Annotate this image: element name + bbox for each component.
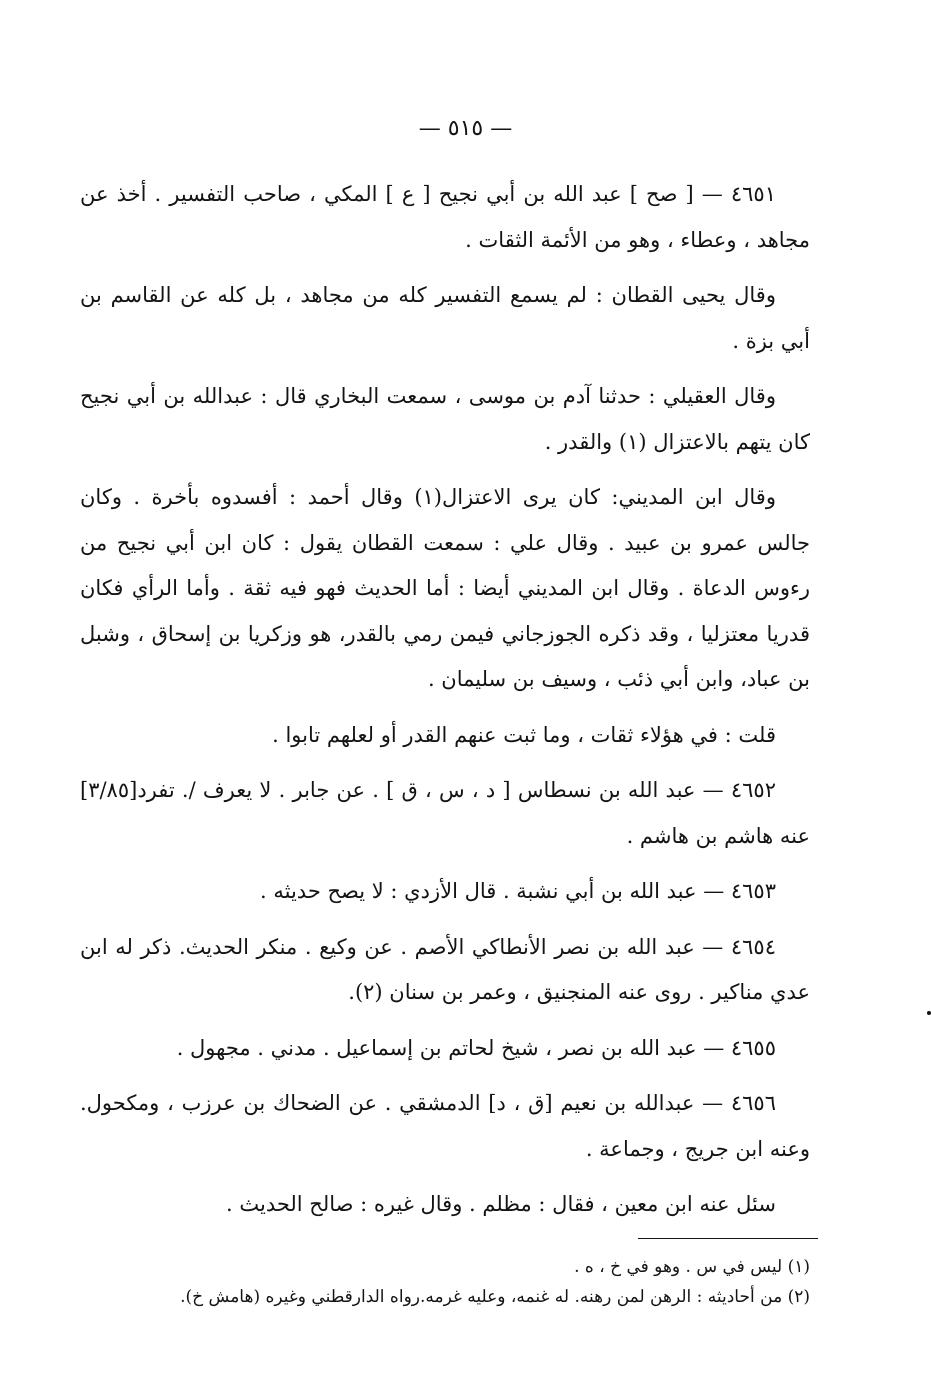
entry-4656: ٤٦٥٦ — عبدالله بن نعيم [ق ، د] الدمشقي . عن الضحاك بن عرزب ، ومكحول. وعنه ابن جريج ، وجماعة .: [80, 1091, 810, 1161]
entry-4654: ٤٦٥٤ — عبد الله بن نصر الأنطاكي الأصم . عن وكيع . منكر الحديث. ذكر له ابن عدي مناكير . روى عنه المنجنيق ، وعمر بن سنان (٢).: [80, 934, 810, 1004]
footnotes: [130, 1252, 810, 1312]
footnote-separator: [638, 1238, 818, 1239]
page-number: — ٥١٥ —: [418, 116, 513, 141]
paragraph-yahya-qattan: وقال يحيى القطان : لم يسمع التفسير كله من مجاهد ، بل كله عن القاسم بن أبي بزة .: [80, 283, 810, 353]
entry-4653: ٤٦٥٣ — عبد الله بن أبي نشبة . قال الأزدي : لا يصح حديثه .: [260, 879, 776, 903]
footnote-2: (٢) من أحاديثه : الرهن لمن رهنه. له غنمه، وعليه غرمه.رواه الدارقطني وغيره (هامش خ).: [180, 1287, 810, 1307]
page-body: [80, 172, 810, 1238]
paragraph-qultu: قلت : في هؤلاء ثقات ، وما ثبت عنهم القدر أو لعلهم تابوا .: [272, 722, 776, 747]
paragraph-ibn-main: سئل عنه ابن معين ، فقال : مظلم . وقال غيره : صالح الحديث .: [226, 1192, 776, 1216]
entry-4652: ٤٦٥٢ — عبد الله بن نسطاس [ د ، س ، ق ] . عن جابر . لا يعرف /. تفرد[٣/٨٥] عنه هاشم بن هاشم .: [80, 778, 810, 848]
entry-4655: ٤٦٥٥ — عبد الله بن نصر ، شيخ لحاتم بن إسماعيل . مدني . مجهول .: [176, 1035, 776, 1060]
margin-dot: [927, 1011, 931, 1015]
entry-4651: ٤٦٥١ — [ صح ] عبد الله بن أبي نجيح [ ع ] المكي ، صاحب التفسير . أخذ عن مجاهد ، وعطاء ، وهو من الأئمة الثقات .: [80, 182, 810, 252]
paragraph-ibn-madini: وقال ابن المديني: كان يرى الاعتزال(١) وقال أحمد : أفسدوه بأخرة . وكان جالس عمرو بن عبيد . وقال علي : سمعت القطان يقول : كان ابن أبي نجيح من رءوس الدعاة . وقال ابن المديني أيضا : أما الحديث فهو فيه ثقة . وأما الرأي فكان قدريا معتزليا ، وقد ذكره الجوزجاني فيمن رمي بالقدر، هو وزكريا بن إسحاق ، وشبل بن عباد، وابن أبي ذئب ، وسيف بن سليمان .: [80, 485, 810, 691]
paragraph-uqayli: وقال العقيلي : حدثنا آدم بن موسى ، سمعت البخاري قال : عبدالله بن أبي نجيح كان يتهم بالاعتزال (١) والقدر .: [80, 384, 810, 454]
footnote-1: (١) ليس في س . وهو في خ ، ه .: [574, 1257, 810, 1277]
